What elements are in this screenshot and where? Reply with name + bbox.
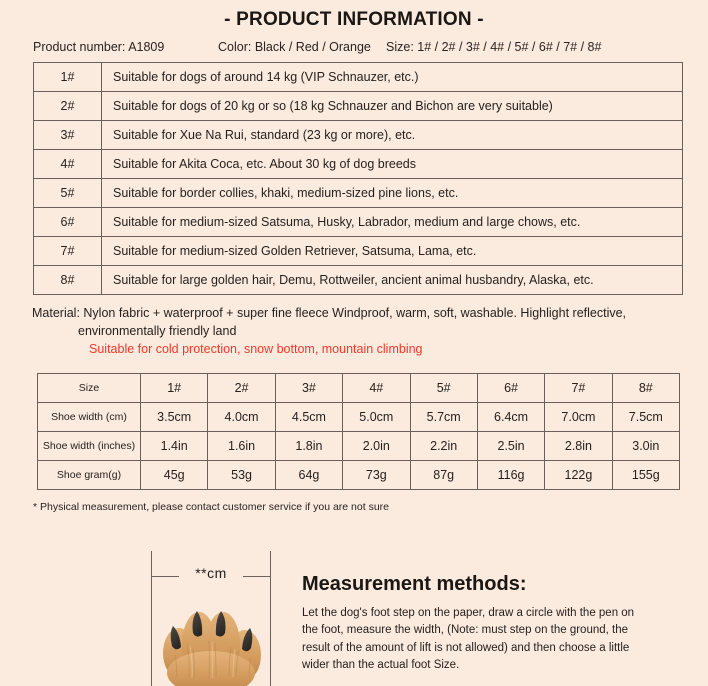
product-color-label: Color: Black / Red / Orange [218,40,371,54]
material-description [32,304,692,358]
width-in-cell: 1.6in [208,432,275,461]
size-description-cell: Suitable for Xue Na Rui, standard (23 kg or more), etc. [102,121,683,150]
table-row-size [38,374,680,403]
row-header-gram: Shoe gram(g) [38,461,141,490]
gram-cell: 116g [477,461,544,490]
row-header-size: Size [38,374,141,403]
size-description-table-body [34,63,683,295]
width-cm-cell: 7.5cm [612,403,679,432]
width-in-cell: 1.4in [141,432,208,461]
size-description-cell: Suitable for medium-sized Golden Retriever, Satsuma, Lama, etc. [102,237,683,266]
width-in-cell: 2.8in [545,432,612,461]
width-in-cell: 3.0in [612,432,679,461]
size-code-cell: 2# [34,92,102,121]
table-row [34,237,683,266]
width-in-cell: 2.2in [410,432,477,461]
size-code-cell: 5# [34,179,102,208]
paw-measurement-illustration [151,549,271,686]
size-cell: 4# [343,374,410,403]
size-description-cell: Suitable for large golden hair, Demu, Rottweiler, ancient animal husbandry, Alaska, etc. [102,266,683,295]
material-line-2: environmentally friendly land [78,324,237,339]
shoe-measurement-table [37,373,680,490]
gram-cell: 73g [343,461,410,490]
product-spec-line [0,40,708,54]
table-row-gram [38,461,680,490]
table-row-width-inches [38,432,680,461]
size-code-cell: 4# [34,150,102,179]
product-size-label: Size: 1# / 2# / 3# / 4# / 5# / 6# / 7# / 8# [386,40,602,54]
measurement-instructions [302,573,672,674]
size-code-cell: 3# [34,121,102,150]
size-code-cell: 6# [34,208,102,237]
table-row-width-cm [38,403,680,432]
width-in-cell: 2.0in [343,432,410,461]
table-row [34,63,683,92]
gram-cell: 87g [410,461,477,490]
row-header-width-cm: Shoe width (cm) [38,403,141,432]
size-description-table [33,62,683,295]
table-row [34,150,683,179]
size-cell: 8# [612,374,679,403]
width-cm-cell: 5.0cm [343,403,410,432]
material-line-1: Material: Nylon fabric + waterproof + super fine fleece Windproof, warm, soft, washable. Highlight reflective, [32,306,627,320]
size-cell: 1# [141,374,208,403]
size-cell: 5# [410,374,477,403]
width-cm-cell: 4.5cm [275,403,342,432]
table-row [34,266,683,295]
gram-cell: 64g [275,461,342,490]
size-description-cell: Suitable for dogs of around 14 kg (VIP Schnauzer, etc.) [102,63,683,92]
size-cell: 3# [275,374,342,403]
size-cell: 2# [208,374,275,403]
size-code-cell: 8# [34,266,102,295]
width-cm-cell: 4.0cm [208,403,275,432]
measurement-methods-section [0,549,708,686]
table-row [34,208,683,237]
gram-cell: 155g [612,461,679,490]
table-row [34,179,683,208]
size-cell: 7# [545,374,612,403]
width-in-cell: 1.8in [275,432,342,461]
size-code-cell: 1# [34,63,102,92]
measurement-methods-body: Let the dog's foot step on the paper, draw a circle with the pen on the foot, measure the width, (Note: must step on the ground, the result of the amount of lift is not allowed) and then choose a little wider than the actual foot Size. [302,607,635,671]
measurement-footnote: * Physical measurement, please contact customer service if you are not sure [33,501,389,514]
paw-width-label: **cm [195,565,227,581]
size-description-cell: Suitable for Akita Coca, etc. About 30 kg of dog breeds [102,150,683,179]
product-number-label: Product number: A1809 [33,40,165,54]
dog-paw-icon [153,593,269,686]
width-cm-cell: 3.5cm [141,403,208,432]
width-cm-cell: 7.0cm [545,403,612,432]
table-row [34,92,683,121]
gram-cell: 45g [141,461,208,490]
shoe-measurement-table-body [38,374,680,490]
width-cm-cell: 6.4cm [477,403,544,432]
size-description-cell: Suitable for border collies, khaki, medium-sized pine lions, etc. [102,179,683,208]
size-cell: 6# [477,374,544,403]
width-cm-cell: 5.7cm [410,403,477,432]
width-in-cell: 2.5in [477,432,544,461]
size-description-cell: Suitable for medium-sized Satsuma, Husky, Labrador, medium and large chows, etc. [102,208,683,237]
gram-cell: 53g [208,461,275,490]
size-description-cell: Suitable for dogs of 20 kg or so (18 kg Schnauzer and Bichon are very suitable) [102,92,683,121]
material-highlight-line: Suitable for cold protection, snow bottom, mountain climbing [89,342,423,357]
table-row [34,121,683,150]
gram-cell: 122g [545,461,612,490]
page-title: - PRODUCT INFORMATION - [224,9,484,30]
measurement-methods-title: Measurement methods: [302,573,527,595]
row-header-width-inches: Shoe width (inches) [38,432,141,461]
size-code-cell: 7# [34,237,102,266]
